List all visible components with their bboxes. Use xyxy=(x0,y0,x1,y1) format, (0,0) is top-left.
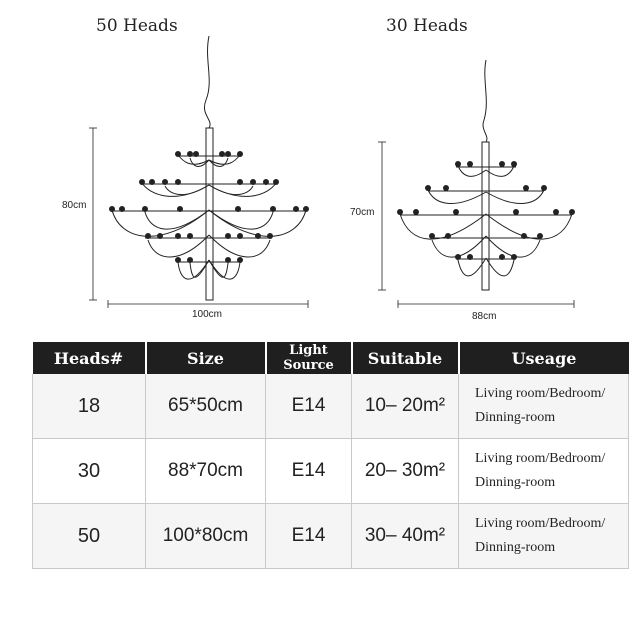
usage-cell xyxy=(459,374,629,439)
light-source-cell: E14 xyxy=(266,504,352,569)
header-heads: Heads# xyxy=(33,342,146,374)
suitable-cell: 10– 20m² xyxy=(352,374,459,439)
size-cell: 88*70cm xyxy=(146,439,266,504)
suitable-cell: 20– 30m² xyxy=(352,439,459,504)
table-header-row xyxy=(33,342,629,374)
size-cell: 100*80cm xyxy=(146,504,266,569)
heads-cell: 18 xyxy=(33,374,146,439)
usage-line: Dinning-room xyxy=(475,540,556,555)
header-light-source: Light Source xyxy=(266,342,352,374)
chandelier-30-heads-illustration xyxy=(400,60,572,290)
usage-cell xyxy=(459,439,629,504)
header-usage: Useage xyxy=(459,342,629,374)
width-dimension-label-50: 100cm xyxy=(192,309,223,320)
drawing-title-50-heads: 50 Heads xyxy=(96,16,178,36)
suitable-cell: 30– 40m² xyxy=(352,504,459,569)
header-size: Size xyxy=(146,342,266,374)
light-source-cell: E14 xyxy=(266,439,352,504)
size-cell: 65*50cm xyxy=(146,374,266,439)
table-row xyxy=(33,504,629,569)
usage-line: Living room/Bedroom/ xyxy=(475,451,606,466)
table-row xyxy=(33,439,629,504)
width-dimension-label-30: 88cm xyxy=(472,311,497,322)
light-source-cell: E14 xyxy=(266,374,352,439)
heads-cell: 30 xyxy=(33,439,146,504)
drawing-title-30-heads: 30 Heads xyxy=(386,16,468,36)
height-dimension-label-50: 80cm xyxy=(62,200,87,211)
usage-line: Living room/Bedroom/ xyxy=(475,386,606,401)
usage-line: Dinning-room xyxy=(475,475,556,490)
chandelier-50-heads-illustration xyxy=(112,36,306,300)
usage-line: Living room/Bedroom/ xyxy=(475,516,606,531)
heads-cell: 50 xyxy=(33,504,146,569)
specification-table xyxy=(32,342,629,569)
header-suitable: Suitable xyxy=(352,342,459,374)
height-dimension-label-30: 70cm xyxy=(350,207,375,218)
usage-cell xyxy=(459,504,629,569)
table-row xyxy=(33,374,629,439)
usage-line: Dinning-room xyxy=(475,410,556,425)
